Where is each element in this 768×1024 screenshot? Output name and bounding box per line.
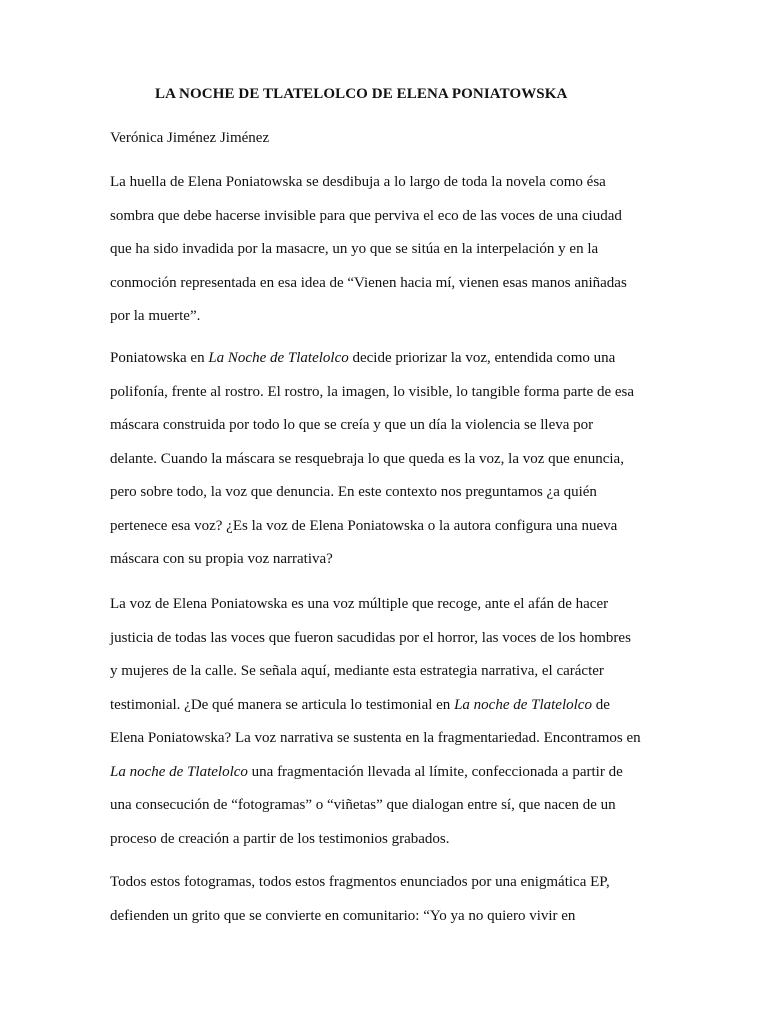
paragraph: [110, 872, 670, 939]
paragraph-line: [110, 695, 670, 729]
paragraph-line: [110, 829, 670, 863]
paragraph-line: [110, 628, 670, 662]
paragraph-line: [110, 549, 670, 583]
paragraph-line: [110, 348, 670, 382]
line-text: Poniatowska en: [110, 350, 209, 366]
line-text: delante. Cuando la máscara se resquebraja lo que queda es la voz, la voz que enuncia,: [110, 450, 624, 467]
paragraph-line: [110, 762, 670, 796]
line-text: testimonial. ¿De qué manera se articula lo testimonial en: [110, 696, 455, 713]
paragraph-line: [110, 306, 670, 340]
paragraph-line: [110, 872, 670, 906]
line-text: pertenece esa voz? ¿Es la voz de Elena Poniatowska o la autora configura una nueva: [110, 517, 618, 534]
line-text: pero sobre todo, la voz que denuncia. En este contexto nos preguntamos ¿a quién: [110, 484, 597, 500]
line-text: por la muerte”.: [110, 308, 201, 324]
italic-title-text: La noche de Tlatelolco: [454, 696, 592, 713]
line-text: una consecución de “fotogramas” o “viñetas” que dialogan entre sí, que nacen de un: [110, 797, 616, 813]
line-text: sombra que debe hacerse invisible para que perviva el eco de las voces de una ciudad: [110, 207, 622, 224]
line-text: defienden un grito que se convierte en comunitario: “Yo ya no quiero vivir en: [110, 907, 576, 924]
line-text: una fragmentación llevada al límite, confeccionada a partir de: [247, 763, 623, 780]
paragraph-line: [110, 516, 670, 550]
paragraph-line: [110, 206, 670, 240]
paragraph-line: [110, 728, 670, 762]
line-text: y mujeres de la calle. Se señala aquí, mediante esta estrategia narrativa, el carácter: [110, 663, 604, 679]
paragraph-line: [110, 382, 670, 416]
paragraph-line: [110, 906, 670, 940]
line-text: Elena Poniatowska? La voz narrativa se sustenta en la fragmentariedad. Encontramos en: [110, 730, 641, 746]
line-text: polifonía, frente al rostro. El rostro, la imagen, lo visible, lo tangible forma parte de esa: [110, 383, 635, 400]
line-text: decide priorizar la voz, entendida como una: [348, 350, 616, 366]
paragraph: [110, 172, 670, 340]
paragraph: [110, 594, 670, 862]
line-text: Todos estos fotogramas, todos estos fragmentos enunciados por una enigmática EP,: [110, 874, 610, 890]
line-text: conmoción representada en esa idea de “Vienen hacia mí, vienen esas manos aniñadas: [110, 274, 627, 291]
paragraph-line: [110, 482, 670, 516]
document-title: LA NOCHE DE TLATELOLCO DE ELENA PONIATOWSKA: [155, 86, 568, 102]
line-text: justicia de todas las voces que fueron sacudidas por el horror, las voces de los hombres: [110, 629, 631, 646]
paragraph-line: [110, 795, 670, 829]
paragraph-line: [110, 449, 670, 483]
paragraph-line: [110, 239, 670, 273]
italic-title-text: La Noche de Tlatelolco: [208, 350, 349, 366]
paragraph-line: [110, 273, 670, 307]
paragraph-line: [110, 661, 670, 695]
line-text: que ha sido invadida por la masacre, un yo que se sitúa en la interpelación y en la: [110, 241, 599, 257]
document-author: Verónica Jiménez Jiménez: [110, 130, 270, 146]
line-text: La huella de Elena Poniatowska se desdibuja a lo largo de toda la novela como ésa: [110, 174, 606, 190]
paragraph-line: [110, 172, 670, 206]
line-text: máscara construida por todo lo que se creía y que un día la violencia se lleva por: [110, 417, 594, 433]
italic-title-text: La noche de Tlatelolco: [110, 763, 248, 780]
paragraph-line: [110, 594, 670, 628]
line-text: de: [591, 696, 610, 713]
line-text: La voz de Elena Poniatowska es una voz múltiple que recoge, ante el afán de hacer: [110, 596, 609, 612]
paragraph-line: [110, 415, 670, 449]
line-text: máscara con su propia voz narrativa?: [110, 551, 333, 567]
line-text: proceso de creación a partir de los testimonios grabados.: [110, 830, 450, 847]
paragraph: [110, 348, 670, 583]
